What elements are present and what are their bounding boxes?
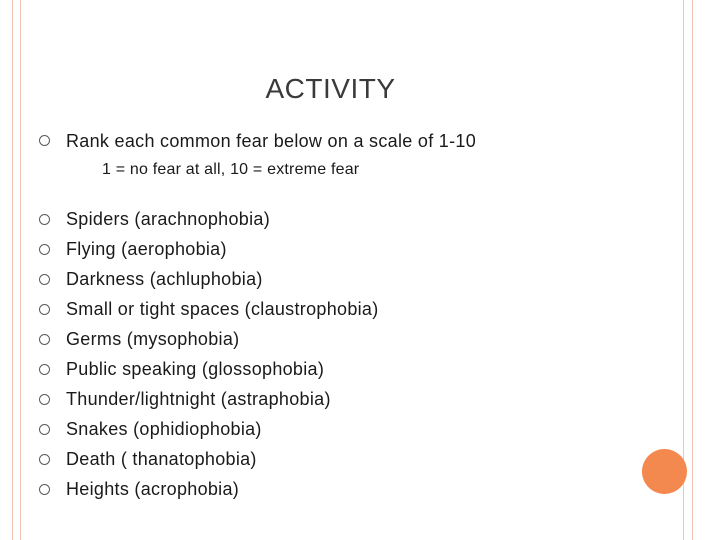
fear-item: Snakes (ophidiophobia) — [66, 419, 262, 439]
right-border-decoration — [683, 0, 693, 540]
ring-bullet-icon — [36, 210, 52, 228]
ring-bullet-icon — [36, 240, 52, 258]
ring-bullet-icon — [36, 450, 52, 468]
ring-bullet-icon — [36, 270, 52, 288]
fear-item: Spiders (arachnophobia) — [66, 209, 271, 229]
fear-item: Germs (mysophobia) — [66, 329, 240, 349]
ring-bullet-icon — [36, 420, 52, 438]
fear-item: Death ( thanatophobia) — [66, 449, 257, 469]
ring-bullet-icon — [36, 390, 52, 408]
accent-circle-decoration — [642, 449, 687, 494]
fear-item: Public speaking (glossophobia) — [66, 359, 325, 379]
ring-bullet-icon — [36, 480, 52, 498]
fear-item: Thunder/lightnight (astraphobia) — [66, 389, 331, 409]
fear-item: Darkness (achluphobia) — [66, 269, 263, 289]
scale-note: 1 = no fear at all, 10 = extreme fear — [102, 161, 360, 178]
ring-bullet-icon — [36, 131, 52, 149]
fear-item: Small or tight spaces (claustrophobia) — [66, 299, 379, 319]
ring-bullet-icon — [36, 300, 52, 318]
slide-title-text: ACTIVITY — [265, 73, 396, 104]
ring-bullet-icon — [36, 330, 52, 348]
fear-item: Heights (acrophobia) — [66, 479, 240, 499]
slide-title — [0, 73, 658, 105]
instruction-text: Rank each common fear below on a scale of 1-10 — [66, 131, 477, 151]
ring-bullet-icon — [36, 360, 52, 378]
fear-item: Flying (aerophobia) — [66, 239, 227, 259]
